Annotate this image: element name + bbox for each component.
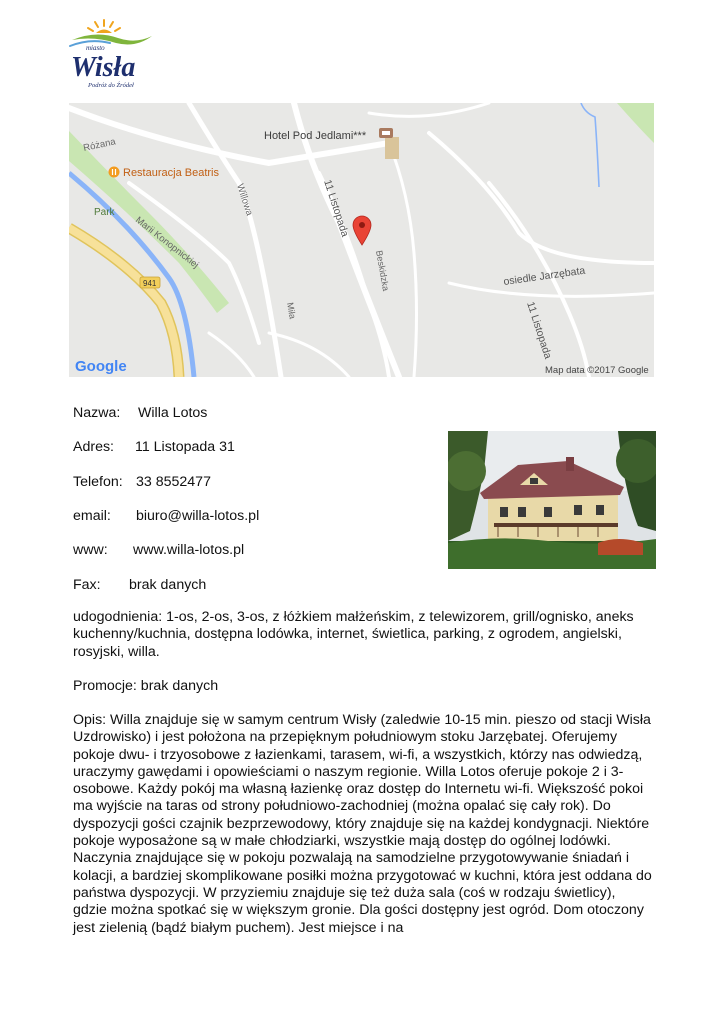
nazwa-value: Willa Lotos [138,405,208,421]
logo [66,14,158,90]
promocje-text: Promocje: brak danych [73,678,219,694]
map-label-listopada-2: 11 Listopada [524,300,554,361]
email-label: email: [73,508,111,524]
svg-text:Google: Google [75,358,127,375]
telefon-label: Telefon: [73,474,123,490]
map-canvas[interactable] [69,103,654,377]
hotel-icon[interactable] [379,128,393,138]
map-label-willowa: Willowa [234,182,255,218]
road-number-badge [140,277,160,288]
www-label: www: [73,542,108,558]
map-label-osiedle: osiedle Jarzębata [502,264,586,288]
nazwa-label: Nazwa: [73,405,121,421]
udogodnienia-text: udogodnienia: 1-os, 2-os, 3-os, z łóżkiem małżeńskim, z telewizorem, grill/ognisko, aneks kuchenny/kuchnia, dostępna lodówka, internet, świetlica, parking, z ogrodem, angielski, rosyjski, willa. [73,609,634,660]
logo-graphic [66,14,158,90]
www-link[interactable]: www.willa-lotos.pl [133,542,245,558]
map-label-marii: Marii Konopnickiej [133,214,201,271]
villa-photo [448,431,656,569]
sun-icon [88,20,120,31]
map-label-hotel: Hotel Pod Jedlami*** [264,130,367,142]
telefon-value: 33 8552477 [136,474,211,490]
restaurant-icon[interactable] [109,167,120,178]
logo-name: Wisła [71,52,136,83]
email-link[interactable]: biuro@willa-lotos.pl [136,508,260,524]
google-logo[interactable] [75,358,127,375]
hotel-building [385,137,399,159]
logo-small-text: miasto [86,44,105,52]
fax-label: Fax: [73,577,101,593]
map-label-mila: Miła [285,301,298,320]
map-label-restaurant: Restauracja Beatris [123,167,219,179]
svg-text:941: 941 [143,279,157,288]
map-label-listopada: 11 Listopada [321,178,351,239]
map-label-rozana: Różana [82,136,117,154]
logo-tagline: Podróż do Źródeł [88,82,134,89]
adres-label: Adres: [73,439,115,455]
map-attribution: Map data ©2017 Google [545,365,649,376]
map[interactable] [69,103,654,377]
map-label-beskidzka: Beskidzka [374,249,392,292]
opis-text: Opis: Willa znajduje się w samym centrum Wisły (zaledwie 10-15 min. pieszo od stacji Wisła Uzdrowisko) i jest położona na przepięknym południowym stoku Jarzębatej. Oferujemy pokoje dwu- i trzyosobowe z łazienkami, tarasem, wi-fi, a wszystkich, którzy nas odwiedzą, uraczymy gawędami i opowieściami o naszym regionie. Willa Lotos oferuje pokoje 2 i 3-osobowe. Każdy pokój ma własną łazienkę oraz dostęp do Internetu wi-fi. Większość pokoi ma wyjście na taras od strony południowo-zachodniej (można opalać się cały rok). Do dyspozycji gości czajnik bezprzewodowy, który znajduje się na każdej kondygnacji. Niektóre pokoje wyposażone są w małe chłodziarki, wszystkie mają dostęp do ogólnej lodówki. Naczynia znajdujące się w pokoju pozwalają na samodzielne przygotowywanie śniadań i kolacji, a bardziej skomplikowane posiłki można przygotować w kuchni, która jest oddana do państwa dyspozycji. W przyziemiu znajduje się też duża sala (coś w rodzaju świetlicy), gdzie można spotkać się w większym gronie. Dla gości dostępny jest ogród. Dom otoczony jest zielenią (bądź białym puchem). Jest miejsce i na [73,712,652,936]
adres-value: 11 Listopada 31 [135,439,235,455]
fax-value: brak danych [129,577,207,593]
map-label-park: Park [94,207,115,218]
